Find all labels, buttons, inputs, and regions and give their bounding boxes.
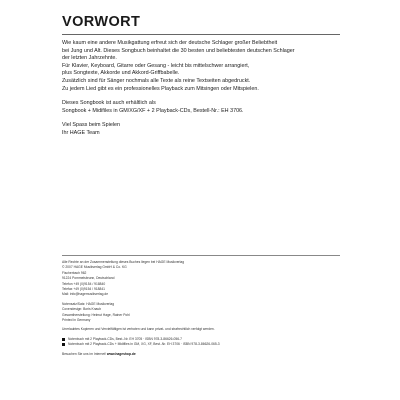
text-line: der letzten Jahrzehnte.: [62, 55, 117, 62]
text-line: Songbook + Midifiles in GM/XG/XF + 2 Playback-CDs, Bestell-Nr.: EH 3706.: [62, 107, 244, 114]
website-prefix: Besuchen Sie uns im Internet!: [62, 351, 106, 356]
text-line: Viel Spass beim Spielen: [62, 122, 121, 129]
imprint-line: Alle Rechte an der Zusammenstellung dieses Buches liegen bei HAGE Musikverlag: [62, 260, 185, 264]
imprint-line: Notensatz/Satz: HAGE Musikverlag: [62, 301, 115, 306]
title-divider: [62, 34, 340, 35]
publisher-info: [62, 260, 342, 298]
copyright-notice: Unerlaubtes Kopieren und Vervielfältigen ist verboten und kann privat- und strafrechtlich verfolgt werden.: [62, 327, 215, 332]
text-line: Dieses Songbook ist auch erhältlich als: [62, 100, 156, 107]
imprint-line: © 2007 HAGE Musikverlag GmbH & Co. KG: [62, 265, 127, 270]
imprint-line: 91224 Pommelsbrunn, Deutschland: [62, 276, 115, 281]
preface-body: [62, 40, 342, 138]
imprint-line: Telefon +49 (0)9154 / 918840: [62, 281, 106, 286]
order-text: Notenbuch mit 2 Playback-CDs, Best.-Nr. EH 3705 · ISBN 978-3-86626-056-7: [68, 336, 182, 341]
text-line: plus Songtexte, Akkorde und Akkord-Griffbabelle.: [62, 70, 180, 77]
page-title: VORWORT: [62, 14, 141, 30]
imprint-line: Printed in Germany: [62, 318, 91, 323]
text-line: bei Jung und Alt. Dieses Songbuch beinhaltet die 30 besten und beliebtesten deutschen Schlager: [62, 47, 295, 54]
website-line: [62, 352, 342, 357]
imprint-line: Mail: info@hagemusikverlag.de: [62, 292, 109, 297]
text-line: Für Klavier, Keyboard, Gitarre oder Gesang - leicht bis mittelschwer arrangiert,: [62, 62, 250, 69]
text-line: Wie kaum eine andere Musikgattung erfreut sich der deutsche Schlager großer Beliebtheit: [62, 40, 278, 46]
text-line: Zusätzlich sind für Sänger nochmals alle Texte als reine Textseiten abgedruckt.: [62, 77, 251, 84]
closing-paragraph: [62, 122, 342, 137]
bullet-square-icon: [62, 343, 65, 346]
availability-paragraph: [62, 100, 342, 115]
imprint-line: Covendesign: Boris Knaub: [62, 307, 102, 312]
imprint-line: Telefax +49 (0)9154 / 918841: [62, 287, 105, 292]
order-text: Notenbuch mit 2 Playback-CDs + Midifiles in GM, XG, XF, Best.-Nr. EH 3706 · ISBN 978-3-86626-065-3: [68, 342, 220, 347]
text-line: Ihr HAGE Team: [62, 129, 100, 136]
credits-info: [62, 302, 342, 324]
imprint-line: Gesamtherstellung: Helmut Hage, Rainer Pohl: [62, 312, 130, 317]
website-link[interactable]: www.hageshop.de: [106, 351, 136, 356]
imprint-section: [62, 260, 342, 357]
bullet-square-icon: [62, 338, 65, 341]
imprint-divider: [62, 255, 340, 256]
imprint-line: Fischerbach 962: [62, 270, 87, 275]
text-line: Zu jedem Lied gibt es ein professionelles Playback zum Mitsingen oder Mitspielen.: [62, 85, 259, 92]
intro-paragraph: [62, 40, 342, 93]
